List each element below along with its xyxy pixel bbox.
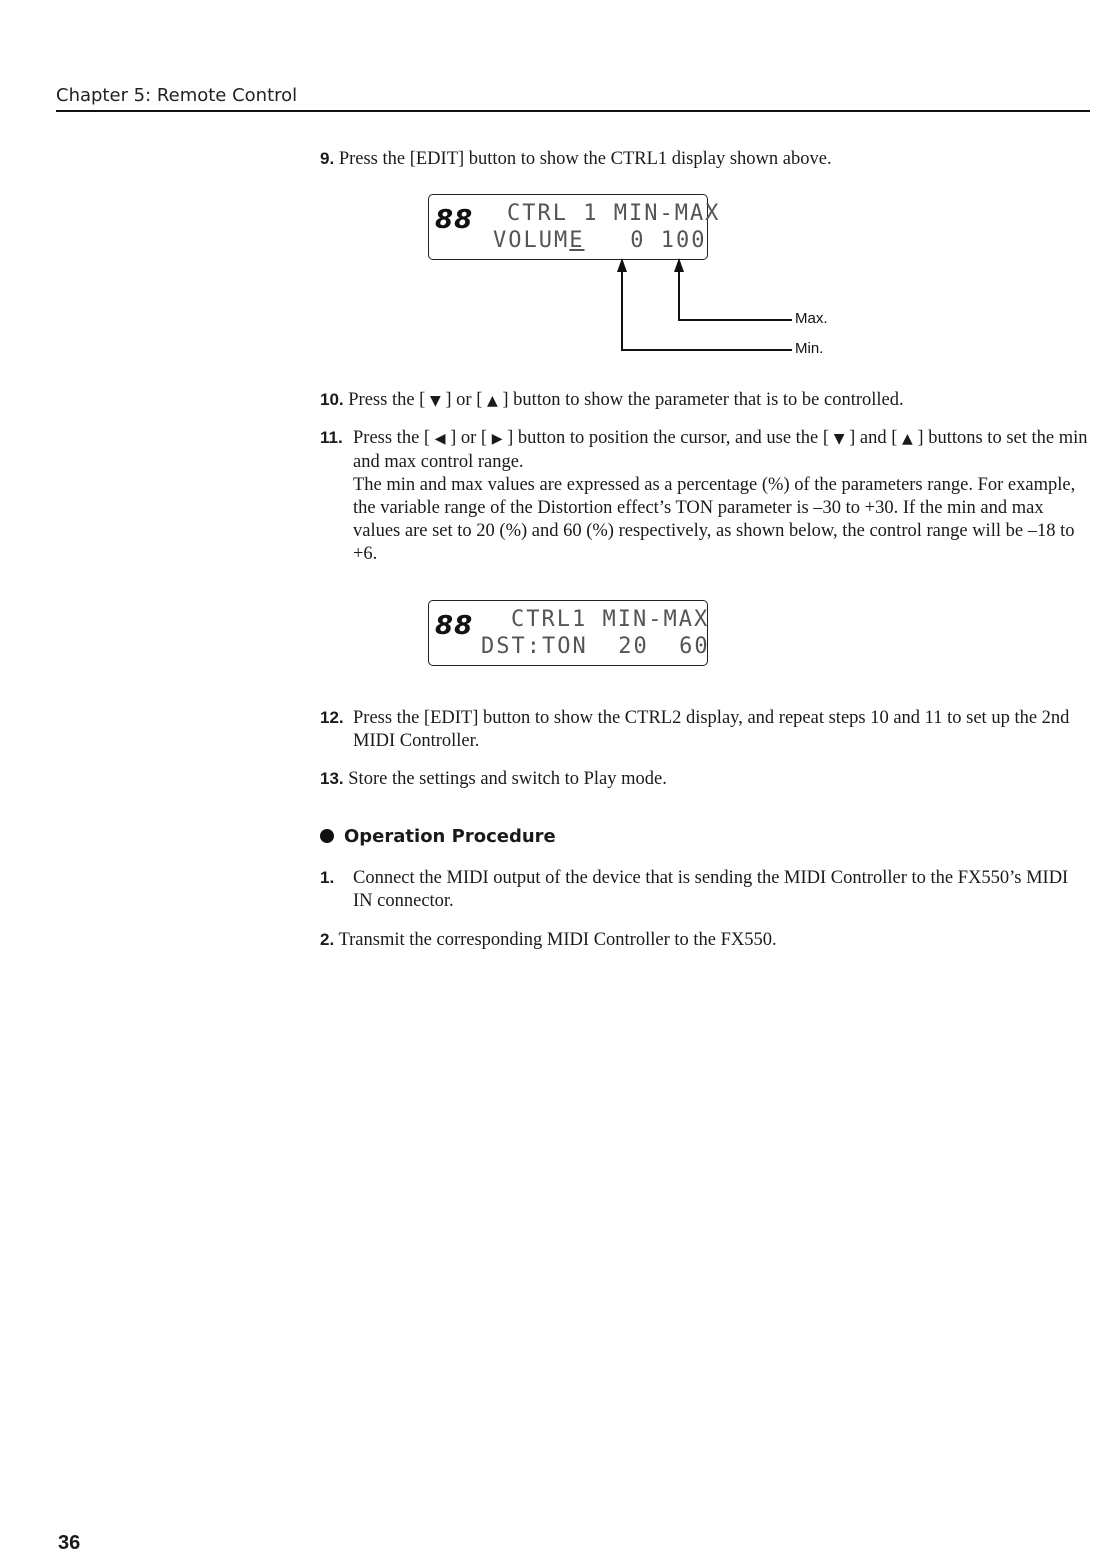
lcd-line-1: CTRL1 MIN-MAX [511, 607, 710, 632]
max-leader-vertical [678, 270, 680, 320]
step-13 [320, 767, 1090, 791]
max-leader-horizontal [678, 319, 792, 321]
step-number: 12. [320, 708, 344, 727]
step-number: 1. [320, 868, 335, 887]
operation-step-2 [320, 928, 1090, 952]
up-triangle-icon: ▲ [902, 431, 913, 447]
step-text: Transmit the corresponding MIDI Controller to the FX550. [338, 930, 777, 950]
lcd-line-2: DST:TON 20 60 [481, 634, 710, 659]
step-11: 11. Press the [ ◀ ] or [ ▶ ] button to position the cursor, and use the [ ▼ ] and [ ▲ ] buttons to set the min and max control range. The min and max values are expressed as a percentage (%) of the parameters range. For example, the variable range of the Distortion effect’s TON parameter is –30 to +30. If the min and max values are set to 20 (%) and 60 (%) respectively, as shown below, the control range will be –18 to +6. [320, 426, 1090, 566]
step-number: 10. [320, 390, 344, 409]
section-heading: Operation Procedure [320, 826, 556, 847]
step-11-explanation: The min and max values are expressed as a percentage (%) of the parameters range. For example, the variable range of the Distortion effect’s TON parameter is –30 to +30. If the min and max values are set to 20 (%) and 60 (%) respectively, as shown below, the control range will be –18 to +6. [353, 475, 1076, 564]
operation-step-1 [320, 866, 1090, 913]
step-number: 11. [320, 428, 343, 447]
bullet-icon [320, 829, 334, 843]
step-10: 10. Press the [ ▼ ] or [ ▲ ] button to show the parameter that is to be controlled. [320, 390, 904, 410]
min-label: Min. [795, 340, 824, 357]
max-label: Max. [795, 310, 828, 327]
header-rule [56, 110, 1090, 112]
down-triangle-icon: ▼ [833, 431, 845, 447]
step-number: 13. [320, 769, 344, 788]
min-leader-vertical [621, 270, 623, 350]
page-number: 36 [58, 1532, 81, 1554]
step-9 [320, 147, 1090, 171]
lcd-line-1: CTRL 1 MIN-MAX [507, 201, 721, 226]
chapter-header: Chapter 5: Remote Control [56, 85, 298, 106]
left-triangle-icon: ◀ [434, 431, 446, 447]
min-leader-horizontal [621, 349, 792, 351]
up-triangle-icon: ▲ [486, 393, 498, 409]
step-text: Connect the MIDI output of the device that is sending the MIDI Controller to the FX550’s MIDI IN connector. [353, 868, 1069, 911]
lcd-display-ctrl1-example [428, 600, 708, 666]
step-text: Store the settings and switch to Play mode. [348, 769, 667, 789]
step-12 [320, 706, 1090, 753]
lcd-segment-digits: 88 [435, 205, 474, 235]
step-text: Press the [EDIT] button to show the CTRL2 display, and repeat steps 10 and 11 to set up the 2nd MIDI Controller. [353, 708, 1070, 751]
lcd-display-ctrl1 [428, 194, 721, 260]
down-triangle-icon: ▼ [429, 393, 441, 409]
step-number: 2. [320, 930, 335, 949]
right-triangle-icon: ▶ [491, 431, 503, 447]
lcd-cursor: E [569, 228, 585, 253]
step-text: Press the [EDIT] button to show the CTRL1 display shown above. [338, 149, 832, 169]
lcd-segment-digits: 88 [435, 611, 474, 641]
step-number: 9. [320, 149, 335, 168]
lcd-line-2: VOLUME 0 100 [493, 228, 707, 253]
